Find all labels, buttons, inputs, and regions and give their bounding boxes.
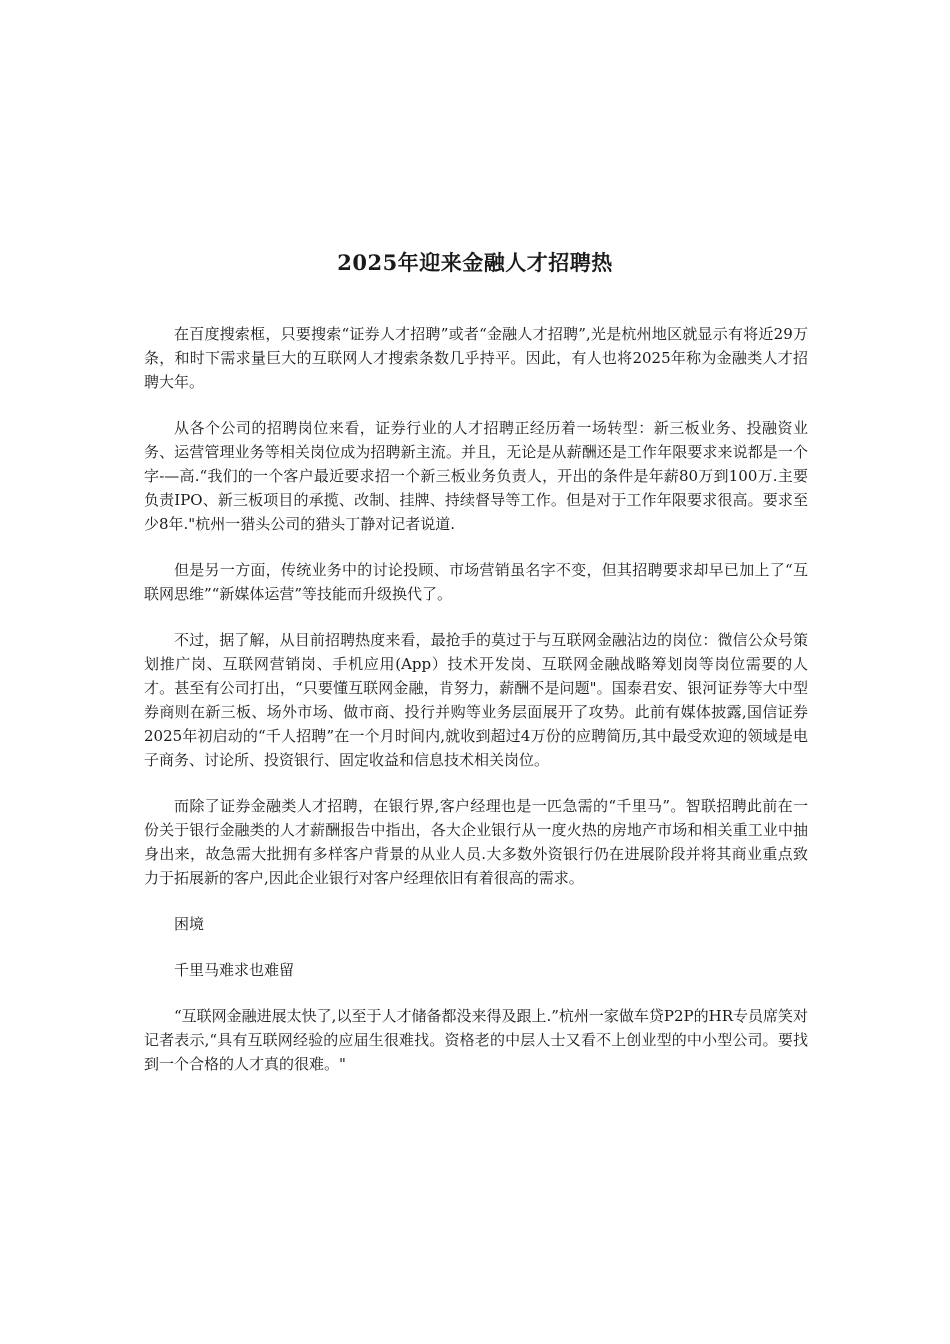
paragraph-internet-finance-demand: 不过，据了解，从目前招聘热度来看，最抢手的莫过于与互联网金融沾边的岗位：微信公众号策划推广岗、互联网营销岗、手机应用(App）技术开发岗、互联网金融战略筹划岗等岗位需要的人才。甚至有公司打出，“只要懂互联网金融，肯努力，薪酬不是问题"。国泰君安、银河证券等大中型券商则在新三板、场外市场、做市商、投行并购等业务层面展开了攻势。此前有媒体披露,国信证券2025年初启动的“千人招聘”在一个月时间内,就收到超过4万份的应聘简历,其中最受欢迎的领域是电子商务、讨论所、投资银行、固定收益和信息技术相关岗位。 xyxy=(144,631,808,769)
section-subheading: 千里马难求也难留 xyxy=(174,961,295,979)
paragraph-hr-quote: “互联网金融进展太快了,以至于人才储备都没来得及跟上.”杭州一家做车贷P2P的HR专员席笑对记者表示,“具有互联网经验的应届生很难找。资格老的中层人士又看不上创业型的中小型公司。要找到一个合格的人才真的很难。" xyxy=(144,1007,808,1073)
paragraph-traditional-business: 但是另一方面，传统业务中的讨论投顾、市场营销虽名字不变，但其招聘要求却早已加上了“互联网思维”“新媒体运营”等技能而升级换代了。 xyxy=(144,561,808,603)
document-title: 2025年迎来金融人才招聘热 xyxy=(337,250,613,276)
paragraph-intro: 在百度搜索框，只要搜索“证券人才招聘”或者“金融人才招聘”,光是杭州地区就显示有将近29万条，和时下需求量巨大的互联网人才搜索条数几乎持平。因此，有人也将2025年称为金融类人才招聘大年。 xyxy=(144,325,808,391)
document-body xyxy=(144,322,808,1098)
paragraph-securities-transition: 从各个公司的招聘岗位来看，证券行业的人才招聘正经历着一场转型：新三板业务、投融资业务、运营管理业务等相关岗位成为招聘新主流。并且，无论是从薪酬还是工作年限要求来说都是一个字-—高.“我们的一个客户最近要求招一个新三板业务负责人，开出的条件是年薪80万到100万.主要负责IPO、新三板项目的承揽、改制、挂牌、持续督导等工作。但是对于工作年限要求很高。要求至少8年."杭州一猎头公司的猎头丁静对记者说道. xyxy=(144,419,808,533)
paragraph-banking-demand: 而除了证券金融类人才招聘，在银行界,客户经理也是一匹急需的“千里马”。智联招聘此前在一份关于银行金融类的人才薪酬报告中指出，各大企业银行从一度火热的房地产市场和相关重工业中抽身出来，故急需大批拥有多样客户背景的从业人员.大多数外资银行仍在进展阶段并将其商业重点致力于拓展新的客户,因此企业银行对客户经理依旧有着很高的需求。 xyxy=(144,797,808,887)
section-heading-dilemma: 困境 xyxy=(174,915,205,933)
